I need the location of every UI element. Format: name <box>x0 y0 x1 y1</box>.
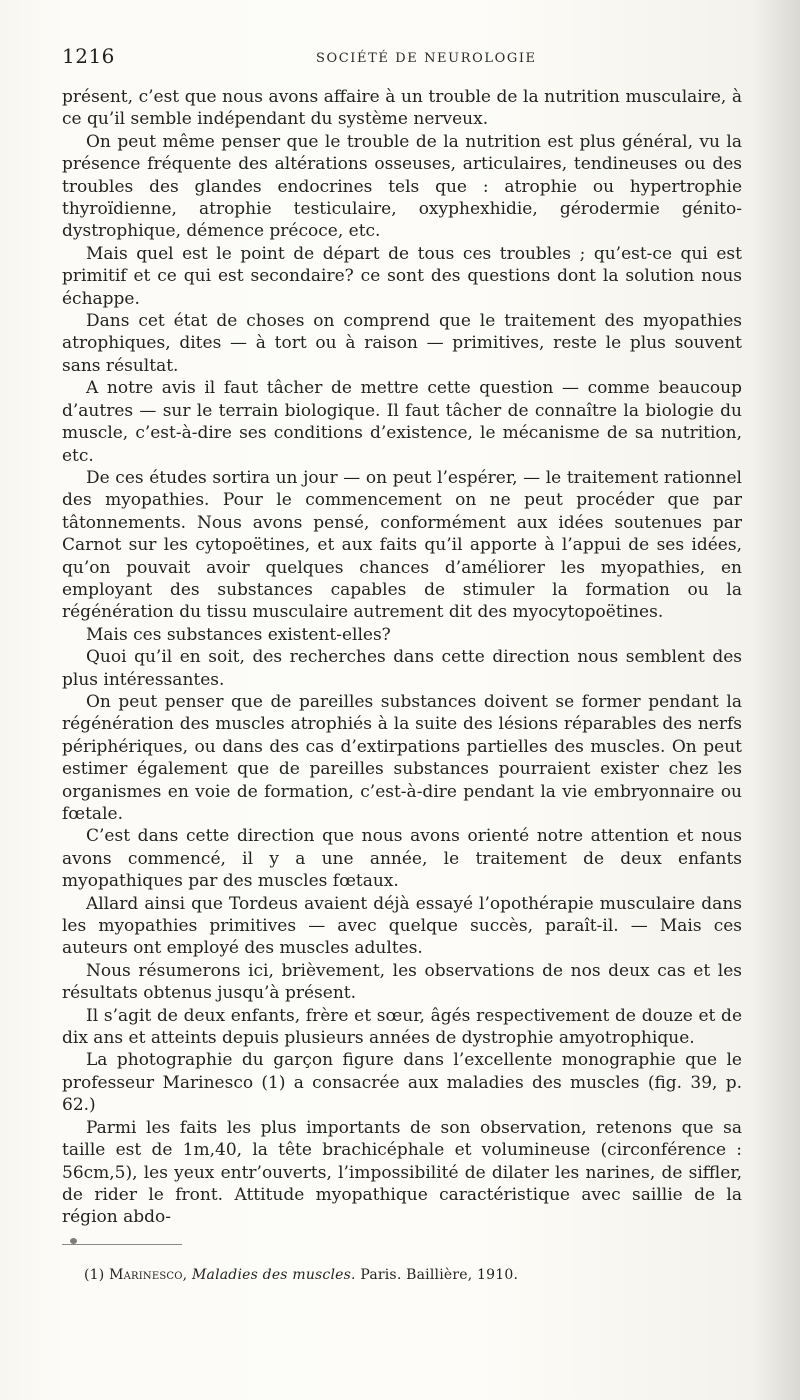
paragraph: Dans cet état de choses on comprend que le traitement des myopathies atrophiques, dites — à tort ou à raison — primitives, reste le plus souvent sans résultat. <box>62 311 742 376</box>
paragraph: Mais quel est le point de départ de tous ces troubles ; qu’est-ce qui est primitif et ce qui est secondaire? ce sont des questions dont la solution nous échappe. <box>62 243 742 309</box>
paragraph: Allard ainsi que Tordeus avaient déjà essayé l’opothérapie musculaire dans les myopathies primitives — avec quelque succès, paraît-il. — Mais ces auteurs ont employé des muscles adultes. <box>62 893 742 959</box>
paragraph: La photographie du garçon figure dans l’excellente monographie que le professeur Marinesco (1) a consacrée aux maladies des muscles (fig. 39, p. 62.) <box>62 1050 742 1116</box>
page-header <box>62 44 750 72</box>
body-text <box>62 86 742 1229</box>
paragraph: Parmi les faits les plus importants de son observation, retenons que sa taille est de 1m,40, la tête brachicéphale et volumineuse (circonférence : 56cm,5), les yeux entr’ouverts, l’impossibilité de dilater les narines, de siffler, de rider le front. Attitude myopathique caractéristique avec saillie de la région abdo- <box>62 1117 742 1228</box>
footnote-marker: (1) <box>84 1267 105 1283</box>
paragraph: présent, c’est que nous avons affaire à un trouble de la nutrition musculaire, à ce qu’il semble indépendant du système nerveux. <box>62 87 742 130</box>
paragraph: Quoi qu’il en soit, des recherches dans cette direction nous semblent des plus intéressantes. <box>62 647 742 690</box>
page-number: 1216 <box>62 44 115 68</box>
footnote-title: Maladies des muscles. <box>192 1267 356 1283</box>
paragraph: Mais ces substances existent-elles? <box>86 624 391 645</box>
paragraph: C’est dans cette direction que nous avons orienté notre attention et nous avons commencé, il y a une année, le traitement de deux enfants myopathiques par des muscles fœtaux. <box>62 826 742 892</box>
footnote-publisher: Paris. Baillière, 1910. <box>360 1267 519 1283</box>
paragraph: Nous résumerons ici, brièvement, les observations de nos deux cas et les résultats obtenus jusqu’à présent. <box>62 960 742 1004</box>
paragraph: De ces études sortira un jour — on peut l’espérer, — le traitement rationnel des myopathies. Pour le commencement on ne peut procéder que par tâtonnements. Nous avons pensé, conformément aux idées soutenues par Carnot sur les cytopoëtines, et aux faits qu’il apporte à l’appui de ses idées, qu’on pouvait avoir quelques chances d’améliorer les myopathies, en employant des substances capables de stimuler la formation ou la régénération du tissu musculaire autrement dit des myocytopoëtines. <box>62 467 742 623</box>
running-title: SOCIÉTÉ DE NEUROLOGIE <box>316 51 537 66</box>
paragraph: On peut même penser que le trouble de la nutrition est plus général, vu la présence fréquente des altérations osseuses, articulaires, tendineuses ou des troubles des glandes endocrines tels que : atrophie ou hypertrophie thyroïdienne, atrophie testiculaire, oxyphexhidie, gérodermie génito-dystrophique, démence précoce, etc. <box>62 131 742 242</box>
footnote-author: Marinesco, <box>109 1267 188 1283</box>
paragraph: On peut penser que de pareilles substances doivent se former pendant la régénération des muscles atrophiés à la suite des lésions réparables des nerfs périphériques, ou dans des cas d’extirpations partielles des muscles. On peut estimer également que de pareilles substances pourraient exister chez les organismes en voie de formation, c’est-à-dire pendant la vie embryonnaire ou fœtale. <box>62 691 742 824</box>
footnote-rule <box>62 1244 182 1245</box>
paragraph: Il s’agit de deux enfants, frère et sœur, âgés respectivement de douze et de dix ans et atteints depuis plusieurs années de dystrophie amyotrophique. <box>62 1005 742 1049</box>
footnote <box>84 1266 734 1284</box>
paragraph: A notre avis il faut tâcher de mettre cette question — comme beaucoup d’autres — sur le terrain biologique. Il faut tâcher de connaître la biologie du muscle, c’est-à-dire ses conditions d’existence, le mécanisme de sa nutrition, etc. <box>62 378 742 466</box>
